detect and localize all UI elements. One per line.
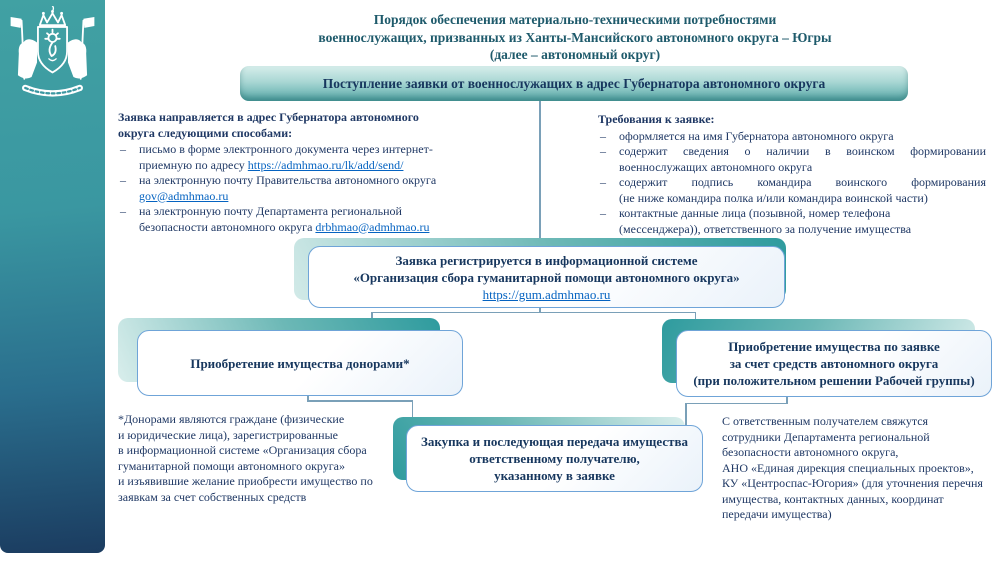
okrug-funds-box: [676, 330, 992, 397]
requirements-header: Требования к заявке:: [598, 112, 715, 126]
dash-marker: –: [600, 206, 606, 220]
banner-label: Поступление заявки от военнослужащих в адрес Губернатора автономного округа: [322, 75, 826, 91]
submission-methods-block: [118, 110, 475, 235]
method-2-text: на электронную почту Правительства автономного округа: [139, 173, 437, 187]
connector-okrug-drop: [685, 403, 687, 428]
link-government-email[interactable]: gov@admhmao.ru: [139, 188, 229, 203]
footnote-line: гуманитарной помощи автономного округа»: [118, 458, 345, 473]
dash-marker: –: [600, 175, 606, 189]
note-line: КУ «Центроспас-Югория» (для уточнения перечня: [722, 476, 983, 490]
recipient-contact-note: [722, 414, 994, 523]
footnote-line: заявкам за счет собственных средств: [118, 489, 307, 504]
incoming-request-banner: [240, 66, 908, 101]
registration-line-2: «Организация сбора гуманитарной помощи автономного округа»: [353, 269, 740, 285]
purchase-box-line-1: Закупка и последующая передача имущества: [420, 434, 688, 449]
link-internet-reception[interactable]: https://admhmao.ru/lk/add/send/: [247, 157, 404, 172]
connector-donors-horizontal: [307, 400, 413, 402]
req-3-line-1: содержит подпись командира воинского формирования: [619, 175, 986, 189]
okrug-box-line-1: Приобретение имущества по заявке: [728, 339, 940, 354]
footnote-line: и юридические лица), зарегистрированные: [118, 427, 338, 442]
footnote-line: *Донорами являются граждане (физические: [118, 412, 345, 426]
req-3-line-2: (не ниже командира полка и/или командира воинской части): [619, 190, 928, 205]
dash-marker: –: [120, 204, 126, 218]
method-3-text: на электронную почту Департамента региональной: [139, 204, 402, 218]
coat-of-arms-icon: [7, 6, 98, 108]
sidebar-teal-band: [0, 0, 105, 553]
title-line-2: военнослужащих, призванных из Ханты-Мансийского автономного округа – Югры: [318, 29, 832, 45]
connector-banner-to-registration: [539, 101, 541, 247]
list-item: [598, 144, 986, 175]
method-3-text-2: безопасности автономного округа: [139, 219, 316, 234]
okrug-box-line-3: (при положительном решении Рабочей группы): [693, 373, 975, 388]
registration-box: [308, 246, 785, 308]
submission-header-line-1: Заявка направляется в адрес Губернатора автономного: [118, 110, 419, 124]
req-2-line-2: военнослужащих автономного округа: [619, 159, 813, 174]
link-security-dept-email[interactable]: drbhmao@admhmao.ru: [315, 219, 430, 234]
link-gum-system[interactable]: https://gum.admhmao.ru: [482, 286, 611, 302]
okrug-box-line-2: за счет средств автономного округа: [729, 356, 939, 371]
page-title: [110, 11, 1000, 64]
req-4-line-1: контактные данные лица (позывной, номер телефона: [619, 206, 891, 220]
note-line: безопасности автономного округа,: [722, 445, 899, 459]
requirements-list: [598, 129, 986, 238]
note-line: С ответственным получателем свяжутся: [722, 414, 929, 428]
method-1-text: письмо в форме электронного документа через интернет-: [139, 142, 433, 156]
donors-footnote: [118, 412, 418, 505]
req-2-line-1: содержит сведения о наличии в воинском формировании: [619, 144, 986, 158]
purchase-box-line-3: указанному в заявке: [494, 468, 615, 483]
list-item: [598, 206, 986, 237]
submission-header-line-2: округа следующими способами:: [118, 125, 293, 140]
dash-marker: –: [600, 128, 606, 143]
note-line: АНО «Единая дирекция специальных проектов»,: [722, 460, 974, 475]
method-1-text-2: приемную по адресу: [139, 157, 248, 172]
request-requirements-block: [598, 112, 986, 237]
list-item: [118, 204, 475, 235]
donors-box-label: Приобретение имущества донорами*: [190, 355, 410, 371]
connector-split-horizontal: [371, 312, 696, 314]
list-item: [118, 173, 475, 204]
note-line: передачи имущества): [722, 507, 832, 521]
list-item: [598, 175, 986, 206]
submission-methods-list: [118, 142, 475, 235]
title-line-3: (далее – автономный округ): [489, 47, 661, 62]
list-item: [598, 129, 986, 145]
req-1-line-1: оформляется на имя Губернатора автономного округа: [619, 128, 894, 143]
footnote-line: и изъявившие желание приобрести имущество по: [118, 474, 373, 488]
title-line-1: Порядок обеспечения материально-техническими потребностями: [373, 12, 777, 27]
footnote-line: в информационной системе «Организация сбора: [118, 443, 367, 457]
connector-okrug-horizontal: [685, 403, 788, 405]
purchase-box-line-2: ответственному получателю,: [469, 451, 640, 466]
dash-marker: –: [600, 144, 606, 158]
dash-marker: –: [120, 142, 126, 156]
req-4-line-2: (мессенджера)), ответственного за получение имущества: [619, 221, 912, 236]
list-item: [118, 142, 475, 173]
donors-box: [137, 330, 463, 396]
purchase-transfer-box: [406, 425, 703, 492]
note-line: сотрудники Департамента региональной: [722, 429, 930, 444]
dash-marker: –: [120, 173, 126, 187]
submission-methods-header: [118, 110, 475, 141]
registration-line-1: Заявка регистрируется в информационной системе: [395, 252, 698, 268]
note-line: имущества, контактных данных, координат: [722, 491, 944, 506]
